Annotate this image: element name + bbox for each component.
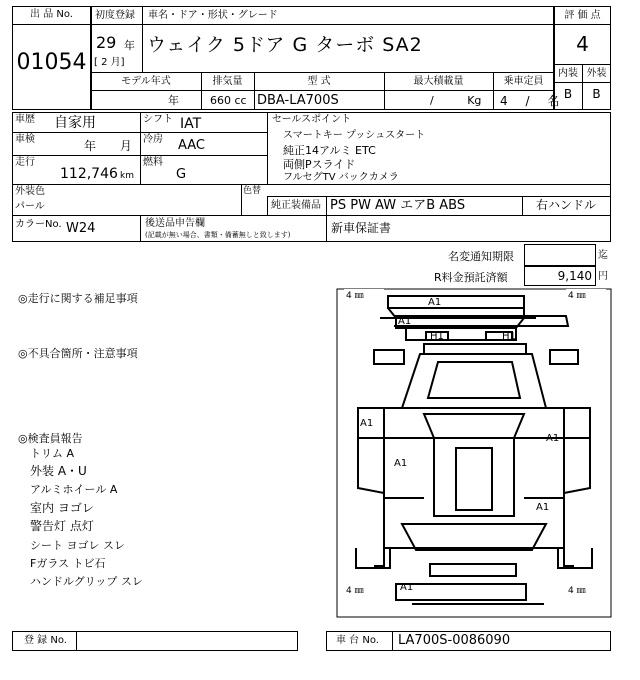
registration-month: [ 2 月] [94, 57, 125, 68]
tire-depth-front-left: 4 ㎜ [346, 291, 364, 301]
model-year-label: モデル年式 [121, 76, 171, 87]
recycle-unit: 円 [598, 271, 608, 282]
ac-label: 冷房 [143, 134, 163, 145]
mileage-label: 走行 [15, 157, 35, 168]
inspector-item-3: アルミホイール A [30, 483, 118, 496]
after-sale-note: (記載が無い場合、書類・備蓄無しと致します) [145, 231, 291, 239]
model-year-unit: 年 [168, 94, 179, 107]
inspector-item-1: トリム A [30, 447, 75, 460]
chassis-number: LA700S-0086090 [398, 633, 511, 648]
recycle-label: R料金預託済額 [434, 271, 508, 284]
lot-number-label: 出 品 No. [30, 9, 73, 20]
displacement-label: 排気量 [212, 76, 243, 87]
inspector-label: ◎検査員報告 [18, 432, 83, 445]
running-notes-label: ◎走行に関する補足事項 [18, 292, 138, 305]
inspector-item-2: 外装 A・U [30, 464, 87, 478]
sales-points-label: セールスポイント [272, 114, 352, 125]
score: 4 [576, 32, 589, 56]
damage-mark-a1-side: A1 [398, 316, 412, 327]
sales-point-3: 両側Pスライド [283, 158, 356, 171]
car-condition-diagram [336, 288, 612, 618]
damage-mark-a1-right-door: A1 [546, 433, 560, 444]
mileage: 112,746 [60, 166, 118, 182]
color-no-label: カラーNo. [15, 219, 62, 230]
deadline-label: 名変通知期限 [448, 250, 514, 263]
steering: 右ハンドル [536, 198, 597, 212]
car-name-label: 車名・ドア・形状・グレード [148, 10, 278, 21]
capacity: 4 / 名 [500, 94, 560, 108]
equipment: PS PW AW エアB ABS [330, 198, 466, 213]
exterior-grade: B [592, 87, 601, 101]
damage-mark-a1-center: A1 [394, 458, 408, 469]
inspection: 年 月 [84, 139, 132, 153]
interior-grade: B [563, 87, 573, 101]
tire-depth-rear-right: 4 ㎜ [568, 586, 586, 596]
first-registration-label: 初度登録 [95, 10, 135, 21]
interior-label: 内装 [558, 68, 578, 79]
capacity-label: 乗車定員 [503, 76, 544, 87]
inspector-item-7: Fガラス トビ石 [30, 557, 106, 570]
inspector-item-6: シート ヨゴレ スレ [30, 539, 125, 552]
shift-label: シフト [143, 114, 173, 125]
ext-color: パール [15, 201, 45, 212]
shift: IAT [180, 116, 202, 132]
equipment-label: 純正装備品 [271, 200, 321, 211]
tire-depth-front-right: 4 ㎜ [568, 291, 586, 301]
history: 自家用 [54, 115, 96, 131]
registration-year-unit: 年 [124, 39, 135, 52]
deadline-unit: 迄 [598, 250, 608, 261]
tire-depth-rear-left: 4 ㎜ [346, 586, 364, 596]
sales-point-4: フルセグTV バックカメラ [283, 172, 399, 183]
mileage-unit: km [120, 171, 134, 181]
defects-label: ◎不具合箇所・注意事項 [18, 347, 138, 360]
inspector-item-8: ハンドルグリップ スレ [30, 575, 143, 588]
sales-point-1: スマートキー プッシュスタート [283, 130, 426, 141]
damage-mark-a1-right-rear: A1 [536, 502, 550, 513]
vehicle-type: DBA-LA700S [257, 93, 339, 108]
damage-mark-h1-right: H1 [502, 331, 516, 342]
warranty: 新車保証書 [331, 221, 392, 235]
sales-point-2: 純正14アルミ ETC [283, 144, 376, 157]
damage-mark-a1-left-door: A1 [360, 418, 374, 429]
ext-color-label: 外装色 [15, 186, 45, 197]
damage-mark-a1-top: A1 [428, 297, 442, 308]
score-label: 評 価 点 [564, 10, 601, 21]
inspection-label: 車検 [15, 134, 35, 145]
history-label: 車歴 [15, 114, 35, 125]
registration-year: 29 [96, 33, 117, 52]
after-sale-label: 後送品申告欄 [145, 218, 205, 229]
damage-mark-h1-left: H1 [430, 331, 444, 342]
registration-number-label: 登 録 No. [24, 635, 67, 646]
fuel-label: 燃料 [143, 157, 163, 168]
chassis-number-label: 車 台 No. [336, 635, 379, 646]
color-no: W24 [66, 221, 96, 236]
recycle-value: 9,140 [557, 269, 592, 283]
type-label: 型 式 [307, 76, 331, 87]
lot-number: 01054 [16, 50, 87, 75]
color-change-label: 色替 [243, 186, 262, 196]
inspector-item-5: 警告灯 点灯 [30, 519, 94, 533]
exterior-label: 外装 [586, 68, 607, 79]
deadline-box [524, 244, 596, 266]
ac: AAC [178, 138, 205, 153]
fuel: G [176, 167, 187, 182]
max-load-unit: / Kg [430, 94, 482, 107]
damage-mark-a1-rear: A1 [400, 582, 414, 593]
max-load-label: 最大積載量 [413, 76, 464, 87]
displacement: 660 cc [210, 94, 247, 107]
inspector-item-4: 室内 ヨゴレ [30, 501, 94, 515]
car-name: ウェイク 5ドア G ターボ SA2 [147, 34, 423, 56]
